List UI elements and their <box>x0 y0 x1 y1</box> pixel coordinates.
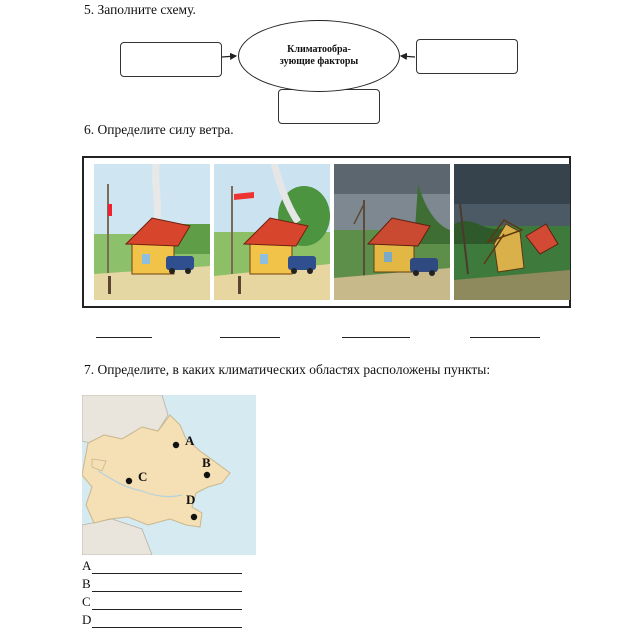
scene-strong-wind <box>334 164 450 300</box>
q7-title: 7. Определите, в каких климатических областях расположены пункты: <box>84 362 491 377</box>
scheme-box-left[interactable] <box>120 42 222 77</box>
answer-row-b <box>82 576 242 592</box>
scheme-box-bottom[interactable] <box>278 89 380 124</box>
wind-answer-2[interactable] <box>220 337 280 338</box>
wind-answer-1[interactable] <box>96 337 152 338</box>
q6-title: 6. Определите силу ветра. <box>84 122 234 137</box>
climate-map <box>82 395 256 555</box>
answer-row-d <box>82 612 242 628</box>
answer-row-a <box>82 558 242 574</box>
point-d-label: D <box>186 492 196 507</box>
answer-line-a[interactable] <box>92 561 242 574</box>
point-a <box>173 442 179 448</box>
answer-line-d[interactable] <box>92 615 242 628</box>
point-d <box>191 514 197 520</box>
point-a-label: A <box>185 433 195 448</box>
point-c <box>126 478 132 484</box>
scene-storm <box>454 164 570 300</box>
answer-letter-d: D <box>82 612 92 627</box>
answer-letter-a: A <box>82 558 92 573</box>
wind-answer-3[interactable] <box>342 337 410 338</box>
answer-letter-c: C <box>82 594 91 609</box>
point-b-label: B <box>202 455 211 470</box>
answer-line-b[interactable] <box>92 579 242 592</box>
scheme-center-ellipse <box>238 20 400 92</box>
scene-breeze <box>214 164 330 300</box>
scene-calm <box>94 164 210 300</box>
center-line-1: Климатообра- <box>287 44 351 55</box>
scheme-box-right[interactable] <box>416 39 518 74</box>
answer-row-c <box>82 594 242 610</box>
left-arrow <box>222 56 236 57</box>
wind-answer-4[interactable] <box>470 337 540 338</box>
center-line-2: зующие факторы <box>279 56 359 67</box>
answer-line-c[interactable] <box>92 597 242 610</box>
right-arrow <box>401 56 415 57</box>
q5-title: 5. Заполните схему. <box>84 2 196 17</box>
point-c-label: C <box>138 469 148 484</box>
answer-letter-b: B <box>82 576 91 591</box>
point-b <box>204 472 210 478</box>
